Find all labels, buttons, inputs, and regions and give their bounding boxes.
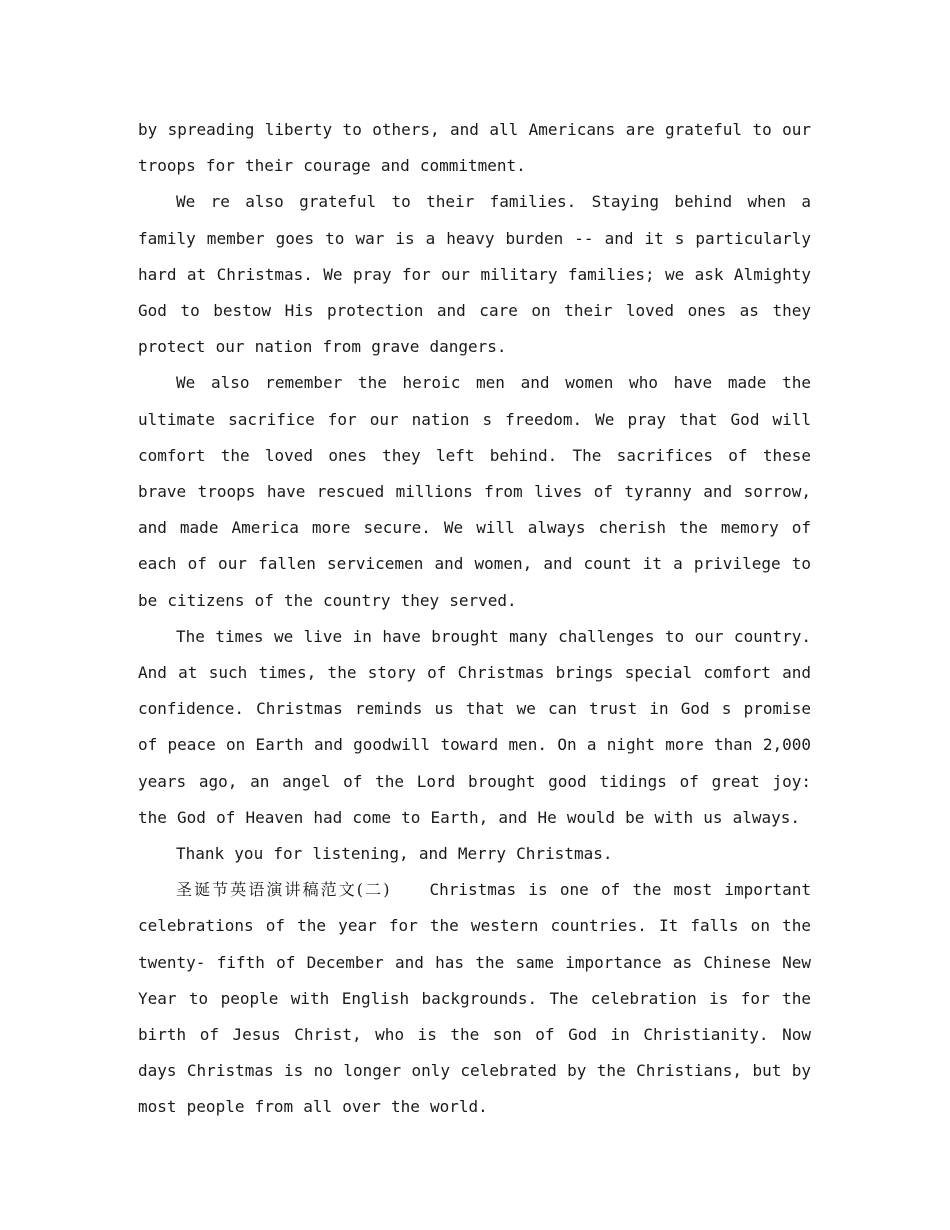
paragraph-3: We also remember the heroic men and women who have made the ultimate sacrifice for our nation s freedom. We pray that God will comfort the loved ones they left behind. The sacrifices of these brave troops have rescued millions from lives of tyranny and sorrow, and made America more secure. We will always cherish the memory of each of our fallen servicemen and women, and count it a privilege to be citizens of the country they served. xyxy=(138,373,811,610)
paragraph-5: Thank you for listening, and Merry Christmas. xyxy=(176,844,613,864)
section-body: Christmas is one of the most important celebrations of the year for the western countries. It falls on the twenty- fifth of December and has the same importance as Chinese New Year to people with English backgrounds. The celebration is for the birth of Jesus Christ, who is the son of God in Christianity. Now days Christmas is no longer only celebrated by the Christians, but by most people from all over the world. xyxy=(138,880,812,1117)
paragraph-4: The times we live in have brought many challenges to our country. And at such times, the story of Christmas brings special comfort and confidence. Christmas reminds us that we can trust in God s promise of peace on Earth and goodwill toward men. On a night more than 2,000 years ago, an angel of the Lord brought good tidings of great joy: the God of Heaven had come to Earth, and He would be with us always. xyxy=(138,626,811,827)
paragraph-1: by spreading liberty to others, and all Americans are grateful to our troops for their courage and commitment. xyxy=(138,120,811,176)
section-paragraph xyxy=(138,872,811,1125)
document-page xyxy=(138,112,811,1126)
paragraph-2: We re also grateful to their families. Staying behind when a family member goes to war is a heavy burden -- and it s particularly hard at Christmas. We pray for our military families; we ask Almighty God to bestow His protection and care on their loved ones as they protect our nation from grave dangers. xyxy=(138,192,811,357)
section-heading: 圣诞节英语演讲稿范文(二) xyxy=(176,880,390,900)
